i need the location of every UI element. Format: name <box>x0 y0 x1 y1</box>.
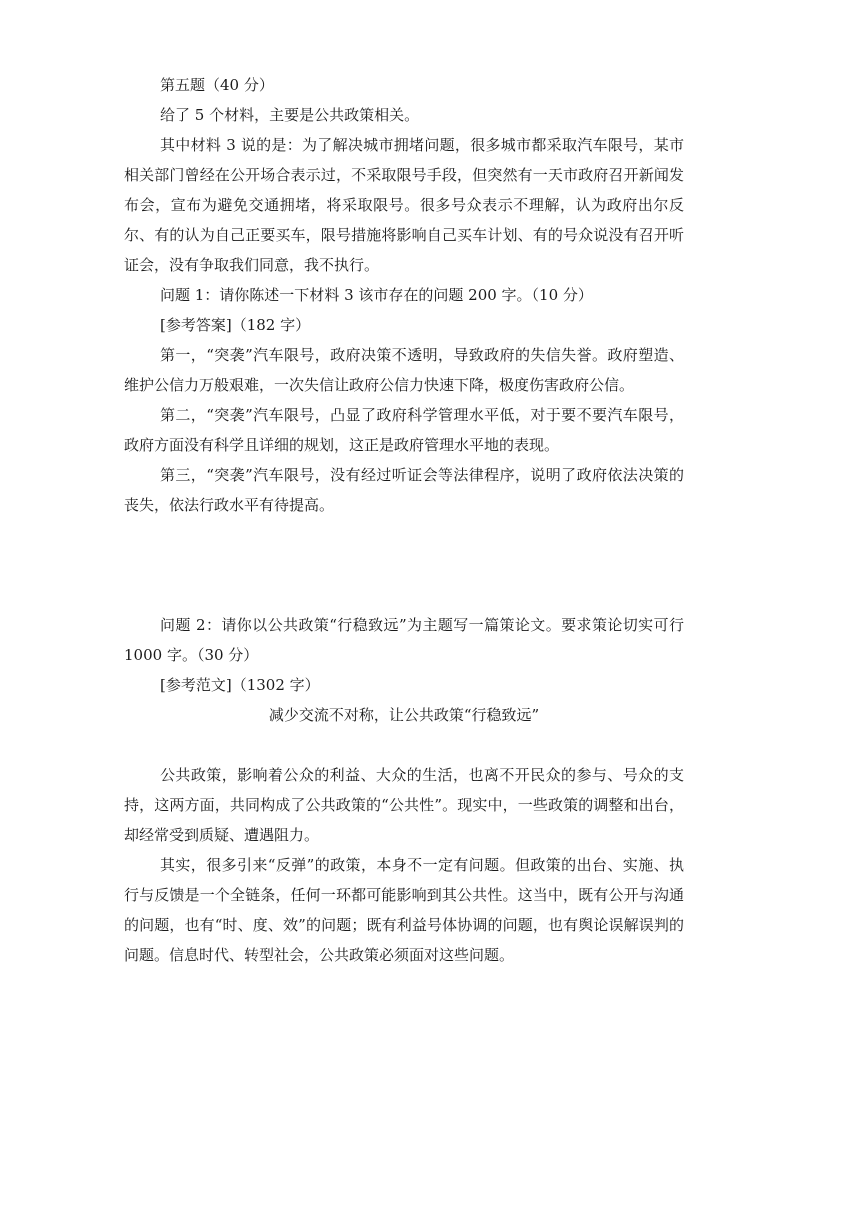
question2-essay-label: [参考范文]（1302 字） <box>160 676 320 694</box>
material3-paragraph: 其中材料 3 说的是：为了解决城市拥堵问题，很多城市都采取汽车限号，某市相关部门曾经在公开场合表示过，不采取限号手段，但突然有一天市政府召开新闻发布会，宣布为避免交通拥堵，将采取限号。很多号众表示不理解，认为政府出尔反尔、有的认为自己正要买车，限号措施将影响自己买车计划、有的号众说没有召开听证会，没有争取我们同意，我不执行。 <box>124 136 684 274</box>
answer-point-3: 第三，“突袭”汽车限号，没有经过听证会等法律程序，说明了政府依法决策的丧失，依法行政水平有待提高。 <box>124 466 684 514</box>
answer-point-2: 第二，“突袭”汽车限号，凸显了政府科学管理水平低，对于要不要汽车限号，政府方面没有科学且详细的规划，这正是政府管理水平地的表现。 <box>124 406 684 454</box>
question5-intro: 给了 5 个材料，主要是公共政策相关。 <box>160 106 420 124</box>
question5-heading: 第五题（40 分） <box>160 76 274 94</box>
answer-point-1: 第一，“突袭”汽车限号，政府决策不透明，导致政府的失信失誉。政府塑造、维护公信力万般艰难，一次失信让政府公信力快速下降，极度伤害政府公信。 <box>124 346 684 394</box>
essay-title: 减少交流不对称，让公共政策“行稳致远” <box>268 706 540 724</box>
question1-prompt: 问题 1：请你陈述一下材料 3 该市存在的问题 200 字。（10 分） <box>160 286 593 304</box>
essay-paragraph-1: 公共政策，影响着公众的利益、大众的生活，也离不开民众的参与、号众的支持，这两方面，共同构成了公共政策的“公共性”。现实中，一些政策的调整和出台，却经常受到质疑、遭遇阻力。 <box>124 766 684 844</box>
question1-answer-label: [参考答案]（182 字） <box>160 316 311 334</box>
section-spacer <box>124 520 684 610</box>
document-page <box>124 70 700 970</box>
title-spacer <box>124 730 684 760</box>
question2-prompt: 问题 2：请你以公共政策“行稳致远”为主题写一篇策论文。要求策论切实可行 1000 字。（30 分） <box>124 616 700 664</box>
essay-paragraph-2: 其实，很多引来“反弹”的政策，本身不一定有问题。但政策的出台、实施、执行与反馈是一个全链条，任何一环都可能影响到其公共性。这当中，既有公开与沟通的问题，也有“时、度、效”的问题；既有利益号体协调的问题，也有舆论误解误判的问题。信息时代、转型社会，公共政策必须面对这些问题。 <box>124 856 684 964</box>
